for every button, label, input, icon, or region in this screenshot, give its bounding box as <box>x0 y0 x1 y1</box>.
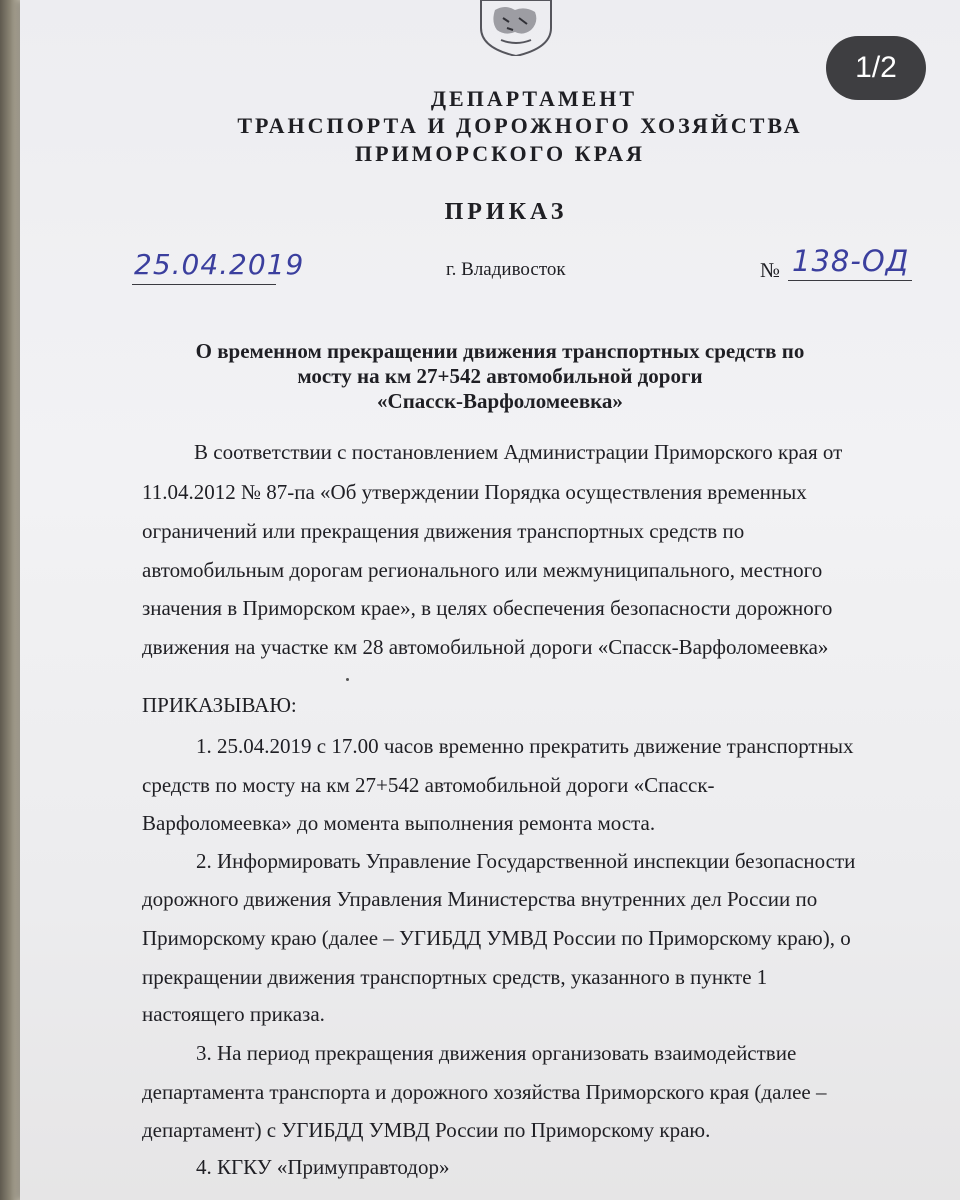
order-title-line-3: «Спасск-Варфоломеевка» <box>377 389 623 413</box>
preamble-line-5: значения в Приморском крае», в целях обеспечения безопасности дорожного <box>142 596 833 620</box>
item-2-line-4: прекращении движения транспортных средств, указанного в пункте 1 <box>142 965 768 989</box>
department-name-line-2: ТРАНСПОРТА И ДОРОЖНОГО ХОЗЯЙСТВА <box>237 113 803 138</box>
item-3-line-2: департамента транспорта и дорожного хозяйства Приморского края (далее – <box>142 1080 827 1104</box>
paper-speck <box>346 678 349 681</box>
document-type: ПРИКАЗ <box>444 199 568 225</box>
number-sign: № <box>760 258 781 282</box>
item-1-line-1: 1. 25.04.2019 с 17.00 часов временно прекратить движение транспортных <box>196 734 854 758</box>
order-directive-word: ПРИКАЗЫВАЮ: <box>142 693 297 717</box>
item-2-line-3: Приморскому краю (далее – УГИБДД УМВД России по Приморскому краю), о <box>142 926 851 950</box>
number-underline <box>788 280 912 281</box>
preamble-line-6: движения на участке км 28 автомобильной дороги «Спасск-Варфоломеевка» <box>142 635 829 659</box>
item-3-line-1: 3. На период прекращения движения организовать взаимодействие <box>196 1041 797 1065</box>
handwritten-date: 25.04.2019 <box>134 248 305 281</box>
date-underline <box>132 284 276 285</box>
order-title-line-1: О временном прекращении движения транспортных средств по <box>195 339 805 363</box>
preamble-line-1: В соответствии с постановлением Администрации Приморского края от <box>194 440 843 464</box>
preamble-line-4: автомобильным дорогам регионального или межмуниципального, местного <box>142 558 823 582</box>
order-title-line-2: мосту на км 27+542 автомобильной дороги <box>297 364 703 388</box>
item-2-line-5: настоящего приказа. <box>142 1002 325 1026</box>
city-label: г. Владивосток <box>446 259 566 280</box>
page-indicator-text: 1/2 <box>855 51 897 84</box>
item-4-line-1: 4. КГКУ «Примуправтодор» <box>196 1155 450 1179</box>
page-indicator-badge[interactable] <box>826 36 926 100</box>
preamble-line-3: ограничений или прекращения движения транспортных средств по <box>142 519 745 543</box>
item-3-line-3: департамент) с УГИБДД УМВД России по Приморскому краю. <box>142 1118 711 1142</box>
item-2-line-2: дорожного движения Управления Министерства внутренних дел России по <box>142 887 818 911</box>
department-name-line-1: ДЕПАРТАМЕНТ <box>430 86 638 111</box>
tiger-emblem-icon <box>477 0 555 56</box>
department-name-line-3: ПРИМОРСКОГО КРАЯ <box>354 141 646 166</box>
item-2-line-1: 2. Информировать Управление Государственной инспекции безопасности <box>196 849 856 873</box>
handwritten-number: 138-ОД <box>792 244 910 278</box>
item-1-line-2: средств по мосту на км 27+542 автомобильной дороги «Спасск- <box>142 773 715 797</box>
item-1-line-3: Варфоломеевка» до момента выполнения ремонта моста. <box>142 811 656 835</box>
preamble-line-2: 11.04.2012 № 87-па «Об утверждении Порядка осуществления временных <box>142 480 807 504</box>
